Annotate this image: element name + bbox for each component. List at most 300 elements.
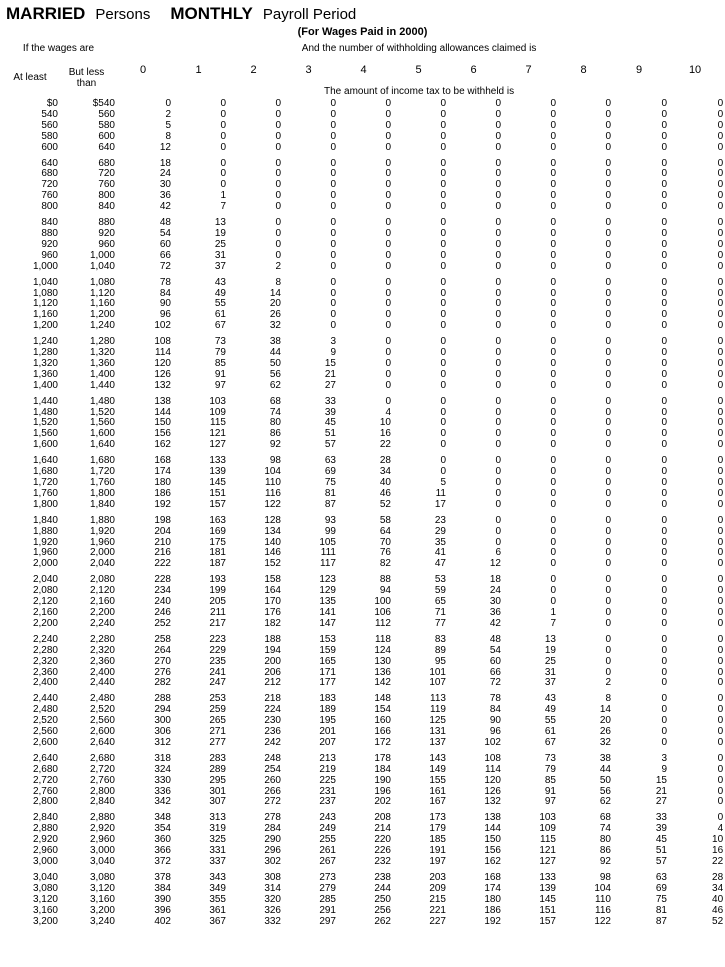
cell-withholding-4: 196 <box>374 785 391 797</box>
cell-withholding-0: 318 <box>154 752 171 764</box>
cell-withholding-10: 0 <box>717 217 724 229</box>
cell-withholding-5: 0 <box>440 276 446 288</box>
cell-withholding-10: 0 <box>717 395 724 407</box>
cell-at-least: 920 <box>41 238 58 250</box>
cell-withholding-1: 109 <box>209 406 226 418</box>
cell-withholding-9: 15 <box>655 774 667 786</box>
table-row <box>2 262 723 273</box>
cell-withholding-9: 0 <box>661 439 667 451</box>
cell-withholding-8: 0 <box>605 644 611 656</box>
cell-withholding-3: 105 <box>319 536 336 548</box>
cell-withholding-1: 229 <box>209 644 226 656</box>
cell-but-less-than: 1,360 <box>89 357 115 369</box>
cell-withholding-8: 50 <box>599 774 611 786</box>
cell-withholding-9: 75 <box>655 893 667 905</box>
cell-at-least: 1,920 <box>32 536 58 548</box>
cell-withholding-4: 58 <box>379 514 391 526</box>
cell-withholding-1: 319 <box>209 823 226 835</box>
cell-withholding-5: 179 <box>429 823 446 835</box>
cell-withholding-5: 53 <box>434 574 446 586</box>
cell-withholding-5: 0 <box>440 217 446 229</box>
cell-withholding-2: 320 <box>264 893 281 905</box>
cell-at-least: 540 <box>41 108 58 120</box>
table-row <box>2 678 723 689</box>
cell-withholding-0: 48 <box>159 217 171 229</box>
header-col-1: 1 <box>195 64 202 76</box>
cell-withholding-3: 0 <box>330 260 336 272</box>
cell-withholding-7: 0 <box>550 536 556 548</box>
cell-withholding-0: 216 <box>154 547 171 559</box>
cell-withholding-7: 0 <box>550 439 556 451</box>
cell-withholding-5: 23 <box>434 514 446 526</box>
title-bold-monthly: MONTHLY <box>170 4 253 23</box>
cell-withholding-9: 0 <box>661 347 667 359</box>
cell-withholding-6: 66 <box>489 666 501 678</box>
cell-withholding-10: 0 <box>717 287 724 299</box>
cell-withholding-10: 0 <box>717 704 724 716</box>
cell-withholding-1: 37 <box>214 260 226 272</box>
cell-withholding-2: 248 <box>264 752 281 764</box>
cell-withholding-5: 0 <box>440 130 446 142</box>
cell-withholding-6: 0 <box>495 514 501 526</box>
cell-but-less-than: 1,880 <box>89 514 115 526</box>
cell-withholding-5: 119 <box>430 704 446 716</box>
cell-withholding-6: 156 <box>484 845 501 857</box>
cell-withholding-10: 0 <box>717 585 724 597</box>
cell-at-least: 680 <box>41 168 58 180</box>
cell-withholding-8: 104 <box>594 882 611 894</box>
cell-but-less-than: 1,480 <box>89 395 115 407</box>
cell-withholding-5: 0 <box>440 98 446 109</box>
cell-withholding-5: 0 <box>440 379 446 391</box>
cell-withholding-9: 0 <box>661 249 667 261</box>
cell-withholding-2: 0 <box>275 108 281 120</box>
cell-but-less-than: 2,440 <box>89 677 115 689</box>
cell-withholding-8: 0 <box>605 309 611 321</box>
cell-withholding-9: 63 <box>655 871 667 883</box>
cell-withholding-10: 0 <box>717 260 724 272</box>
cell-withholding-0: 24 <box>159 168 171 180</box>
cell-withholding-4: 0 <box>385 141 391 153</box>
cell-withholding-9: 57 <box>655 856 667 867</box>
cell-but-less-than: 3,160 <box>89 893 115 905</box>
cell-withholding-6: 96 <box>489 726 501 738</box>
cell-withholding-0: 186 <box>154 487 171 499</box>
cell-withholding-5: 71 <box>434 606 446 618</box>
cell-withholding-1: 121 <box>209 428 226 440</box>
cell-at-least: 3,000 <box>32 856 58 867</box>
cell-withholding-3: 297 <box>319 915 336 927</box>
cell-at-least: 2,560 <box>32 726 58 738</box>
cell-at-least: 1,320 <box>32 357 58 369</box>
cell-withholding-7: 0 <box>550 525 556 537</box>
cell-withholding-5: 5 <box>440 477 446 488</box>
cell-withholding-10: 22 <box>712 856 724 867</box>
cell-withholding-6: 30 <box>489 596 501 608</box>
cell-at-least: 1,680 <box>32 466 58 478</box>
cell-withholding-0: 198 <box>154 514 171 526</box>
cell-withholding-5: 0 <box>440 320 446 332</box>
cell-withholding-3: 9 <box>330 347 336 359</box>
cell-withholding-2: 332 <box>264 915 281 927</box>
cell-withholding-1: 367 <box>209 915 226 927</box>
cell-withholding-2: 68 <box>269 395 281 407</box>
table-row <box>2 868 723 884</box>
cell-withholding-9: 0 <box>661 428 667 440</box>
cell-withholding-9: 0 <box>661 574 667 586</box>
cell-withholding-5: 35 <box>434 536 446 548</box>
cell-withholding-6: 0 <box>495 227 501 239</box>
cell-withholding-2: 62 <box>269 379 281 391</box>
cell-withholding-0: 2 <box>165 108 171 120</box>
title-persons: Persons <box>95 6 151 23</box>
cell-at-least: 3,120 <box>32 893 58 905</box>
cell-withholding-5: 0 <box>440 238 446 250</box>
cell-withholding-0: 210 <box>154 536 171 548</box>
cell-withholding-8: 0 <box>605 395 611 407</box>
cell-withholding-10: 0 <box>717 347 724 359</box>
cell-withholding-5: 227 <box>429 915 446 927</box>
cell-withholding-1: 283 <box>209 752 226 764</box>
cell-withholding-5: 0 <box>440 406 446 418</box>
cell-withholding-8: 80 <box>599 834 611 846</box>
cell-at-least: 600 <box>41 141 58 153</box>
cell-withholding-3: 195 <box>319 715 336 727</box>
cell-but-less-than: 1,160 <box>89 298 115 310</box>
header-but-less-than: But less than <box>68 66 105 89</box>
cell-withholding-9: 0 <box>661 379 667 391</box>
table-row <box>2 619 723 630</box>
cell-withholding-4: 0 <box>385 276 391 288</box>
cell-but-less-than: 3,120 <box>89 882 115 894</box>
cell-withholding-3: 81 <box>324 487 336 499</box>
table-bottom-border-cell <box>2 927 723 928</box>
cell-withholding-5: 0 <box>440 119 446 131</box>
cell-withholding-0: 240 <box>154 596 171 608</box>
cell-withholding-0: 36 <box>159 190 171 202</box>
cell-withholding-7: 0 <box>550 309 556 321</box>
cell-withholding-2: 260 <box>264 774 281 786</box>
cell-withholding-8: 0 <box>605 276 611 288</box>
cell-withholding-5: 0 <box>440 455 446 467</box>
cell-withholding-6: 0 <box>495 379 501 391</box>
cell-withholding-10: 40 <box>712 893 724 905</box>
cell-withholding-8: 0 <box>605 606 611 618</box>
cell-withholding-6: 0 <box>495 249 501 261</box>
cell-withholding-3: 147 <box>319 617 336 629</box>
cell-withholding-10: 52 <box>712 915 724 927</box>
cell-withholding-9: 0 <box>661 141 667 153</box>
table-row <box>2 906 723 917</box>
cell-withholding-1: 139 <box>209 466 226 478</box>
cell-at-least: 880 <box>41 227 58 239</box>
cell-withholding-5: 0 <box>440 190 446 202</box>
cell-at-least: 760 <box>41 190 58 202</box>
cell-withholding-9: 21 <box>655 785 667 797</box>
cell-withholding-3: 0 <box>330 309 336 321</box>
cell-at-least: 2,280 <box>32 644 58 656</box>
cell-withholding-1: 31 <box>214 249 226 261</box>
cell-withholding-10: 0 <box>717 379 724 391</box>
cell-withholding-2: 92 <box>269 439 281 451</box>
cell-withholding-2: 308 <box>264 871 281 883</box>
cell-withholding-3: 0 <box>330 249 336 261</box>
cell-withholding-5: 0 <box>440 347 446 359</box>
cell-withholding-1: 0 <box>220 157 226 169</box>
cell-withholding-2: 0 <box>275 141 281 153</box>
cell-withholding-5: 59 <box>434 585 446 597</box>
cell-withholding-5: 29 <box>434 525 446 537</box>
cell-withholding-1: 103 <box>209 395 226 407</box>
cell-withholding-3: 267 <box>319 856 336 867</box>
cell-withholding-5: 0 <box>440 395 446 407</box>
cell-withholding-4: 130 <box>374 655 391 667</box>
cell-withholding-2: 266 <box>264 785 281 797</box>
cell-withholding-4: 142 <box>374 677 391 689</box>
cell-withholding-2: 134 <box>264 525 281 537</box>
cell-withholding-5: 221 <box>429 904 446 916</box>
cell-withholding-1: 0 <box>220 130 226 142</box>
cell-withholding-8: 38 <box>599 752 611 764</box>
cell-withholding-4: 52 <box>379 498 391 510</box>
cell-withholding-9: 0 <box>661 677 667 689</box>
cell-withholding-0: 372 <box>154 856 171 867</box>
cell-but-less-than: 2,000 <box>89 547 115 559</box>
cell-withholding-6: 0 <box>495 190 501 202</box>
cell-but-less-than: 2,920 <box>89 823 115 835</box>
cell-withholding-10: 0 <box>717 179 724 191</box>
cell-withholding-9: 69 <box>655 882 667 894</box>
cell-withholding-2: 140 <box>264 536 281 548</box>
cell-withholding-8: 122 <box>594 915 611 927</box>
cell-withholding-2: 188 <box>264 633 281 645</box>
cell-withholding-9: 0 <box>661 217 667 229</box>
cell-withholding-4: 250 <box>374 893 391 905</box>
cell-but-less-than: 640 <box>98 141 115 153</box>
cell-withholding-1: 0 <box>220 168 226 180</box>
cell-withholding-6: 0 <box>495 168 501 180</box>
cell-withholding-6: 0 <box>495 417 501 429</box>
cell-withholding-6: 18 <box>489 574 501 586</box>
cell-withholding-10: 0 <box>717 726 724 738</box>
cell-withholding-1: 349 <box>209 882 226 894</box>
cell-withholding-6: 168 <box>484 871 501 883</box>
cell-withholding-1: 67 <box>214 320 226 332</box>
cell-withholding-6: 114 <box>485 763 501 775</box>
table-bottom-border <box>2 927 723 928</box>
cell-withholding-5: 0 <box>440 309 446 321</box>
cell-withholding-1: 55 <box>214 298 226 310</box>
cell-at-least: 2,320 <box>32 655 58 667</box>
cell-withholding-5: 11 <box>435 487 446 499</box>
cell-withholding-4: 220 <box>374 834 391 846</box>
cell-withholding-7: 133 <box>539 871 556 883</box>
cell-withholding-4: 0 <box>385 336 391 348</box>
cell-withholding-9: 0 <box>661 536 667 548</box>
cell-withholding-10: 0 <box>717 130 724 142</box>
cell-withholding-9: 0 <box>661 487 667 499</box>
cell-withholding-6: 36 <box>489 606 501 618</box>
cell-but-less-than: 1,280 <box>89 336 115 348</box>
cell-withholding-2: 230 <box>264 715 281 727</box>
cell-withholding-6: 6 <box>495 547 501 559</box>
cell-withholding-6: 84 <box>489 704 501 716</box>
cell-but-less-than: 2,160 <box>89 596 115 608</box>
cell-withholding-7: 109 <box>539 823 556 835</box>
cell-withholding-3: 87 <box>324 498 336 510</box>
cell-withholding-5: 137 <box>429 736 446 748</box>
cell-but-less-than: 2,040 <box>89 558 115 570</box>
cell-withholding-0: 162 <box>154 439 171 451</box>
cell-but-less-than: 1,440 <box>89 379 115 391</box>
table-row <box>2 451 723 467</box>
cell-withholding-7: 0 <box>550 201 556 213</box>
cell-withholding-3: 189 <box>319 704 336 716</box>
cell-withholding-8: 0 <box>605 406 611 418</box>
cell-withholding-2: 314 <box>264 882 281 894</box>
cell-withholding-10: 0 <box>717 168 724 180</box>
cell-withholding-9: 0 <box>661 417 667 429</box>
cell-withholding-2: 0 <box>275 217 281 229</box>
cell-withholding-9: 0 <box>661 287 667 299</box>
cell-withholding-8: 0 <box>605 666 611 678</box>
cell-withholding-0: 42 <box>159 201 171 213</box>
cell-withholding-3: 261 <box>319 845 336 857</box>
cell-withholding-10: 0 <box>717 201 724 213</box>
cell-but-less-than: 680 <box>98 157 115 169</box>
table-row <box>2 381 723 392</box>
cell-withholding-5: 209 <box>429 882 446 894</box>
cell-withholding-10: 0 <box>717 633 724 645</box>
cell-but-less-than: 3,080 <box>89 871 115 883</box>
cell-withholding-4: 0 <box>385 217 391 229</box>
cell-withholding-10: 0 <box>717 487 724 499</box>
cell-withholding-2: 50 <box>269 357 281 369</box>
cell-withholding-7: 0 <box>550 477 556 488</box>
cell-at-least: 1,000 <box>32 260 58 272</box>
cell-withholding-8: 0 <box>605 179 611 191</box>
cell-withholding-6: 0 <box>495 525 501 537</box>
cell-withholding-0: 258 <box>154 633 171 645</box>
cell-withholding-7: 0 <box>550 287 556 299</box>
cell-withholding-1: 235 <box>209 655 226 667</box>
cell-withholding-1: 205 <box>209 596 226 608</box>
table-body <box>2 99 723 928</box>
cell-withholding-3: 63 <box>324 455 336 467</box>
cell-withholding-10: 4 <box>717 823 724 835</box>
cell-withholding-2: 224 <box>264 704 281 716</box>
cell-withholding-7: 145 <box>539 893 556 905</box>
cell-withholding-8: 0 <box>605 558 611 570</box>
cell-withholding-6: 0 <box>495 260 501 272</box>
cell-at-least: 3,040 <box>32 871 58 883</box>
cell-withholding-7: 0 <box>550 357 556 369</box>
cell-withholding-0: 378 <box>154 871 171 883</box>
cell-but-less-than: 2,120 <box>89 585 115 597</box>
cell-withholding-8: 0 <box>605 190 611 202</box>
cell-withholding-9: 81 <box>655 904 667 916</box>
cell-withholding-6: 132 <box>484 796 501 808</box>
cell-withholding-7: 0 <box>550 596 556 608</box>
cell-withholding-4: 256 <box>374 904 391 916</box>
cell-withholding-2: 26 <box>269 309 281 321</box>
cell-withholding-1: 49 <box>214 287 226 299</box>
cell-withholding-3: 0 <box>330 201 336 213</box>
cell-withholding-10: 0 <box>717 466 724 478</box>
cell-but-less-than: 2,600 <box>89 726 115 738</box>
cell-withholding-2: 296 <box>264 845 281 857</box>
cell-withholding-4: 4 <box>385 406 391 418</box>
cell-withholding-2: 152 <box>264 558 281 570</box>
cell-withholding-8: 56 <box>599 785 611 797</box>
cell-withholding-6: 0 <box>495 130 501 142</box>
cell-withholding-1: 193 <box>209 574 226 586</box>
cell-withholding-4: 214 <box>374 823 391 835</box>
cell-withholding-0: 348 <box>154 812 171 824</box>
cell-but-less-than: 1,240 <box>89 320 115 332</box>
cell-withholding-3: 225 <box>319 774 336 786</box>
cell-withholding-6: 0 <box>495 498 501 510</box>
cell-withholding-5: 191 <box>429 845 446 857</box>
cell-withholding-7: 139 <box>539 882 556 894</box>
cell-withholding-6: 0 <box>495 455 501 467</box>
cell-withholding-7: 61 <box>544 726 556 738</box>
cell-withholding-4: 154 <box>374 704 391 716</box>
cell-withholding-9: 0 <box>661 666 667 678</box>
cell-withholding-5: 0 <box>440 428 446 440</box>
cell-withholding-0: 336 <box>154 785 171 797</box>
cell-withholding-2: 272 <box>264 796 281 808</box>
cell-withholding-2: 14 <box>269 287 281 299</box>
cell-withholding-7: 0 <box>550 347 556 359</box>
cell-withholding-6: 12 <box>489 558 501 570</box>
cell-withholding-7: 0 <box>550 157 556 169</box>
cell-withholding-0: 306 <box>154 726 171 738</box>
cell-withholding-3: 219 <box>319 763 336 775</box>
cell-withholding-8: 14 <box>599 704 611 716</box>
cell-withholding-8: 62 <box>599 796 611 808</box>
cell-withholding-6: 0 <box>495 357 501 369</box>
cell-at-least: 2,920 <box>32 834 58 846</box>
cell-withholding-4: 0 <box>385 379 391 391</box>
cell-withholding-7: 0 <box>550 238 556 250</box>
cell-withholding-9: 3 <box>661 752 667 764</box>
cell-withholding-0: 270 <box>154 655 171 667</box>
cell-withholding-5: 0 <box>440 417 446 429</box>
cell-withholding-8: 0 <box>605 547 611 559</box>
cell-withholding-4: 118 <box>375 633 391 645</box>
cell-but-less-than: 1,000 <box>89 249 115 261</box>
cell-at-least: 2,400 <box>32 677 58 689</box>
cell-but-less-than: 1,680 <box>89 455 115 467</box>
cell-withholding-10: 0 <box>717 558 724 570</box>
cell-withholding-1: 199 <box>209 585 226 597</box>
table-row <box>2 895 723 906</box>
cell-withholding-0: 174 <box>154 466 171 478</box>
cell-withholding-5: 0 <box>440 108 446 120</box>
cell-withholding-2: 74 <box>269 406 281 418</box>
cell-withholding-9: 0 <box>661 260 667 272</box>
cell-withholding-9: 33 <box>655 812 667 824</box>
cell-withholding-3: 0 <box>330 298 336 310</box>
cell-withholding-9: 0 <box>661 498 667 510</box>
cell-withholding-1: 295 <box>209 774 226 786</box>
cell-withholding-3: 159 <box>319 644 336 656</box>
cell-withholding-10: 0 <box>717 812 724 824</box>
cell-at-least: 2,440 <box>32 693 58 705</box>
cell-withholding-5: 167 <box>429 796 446 808</box>
cell-but-less-than: 600 <box>98 130 115 142</box>
